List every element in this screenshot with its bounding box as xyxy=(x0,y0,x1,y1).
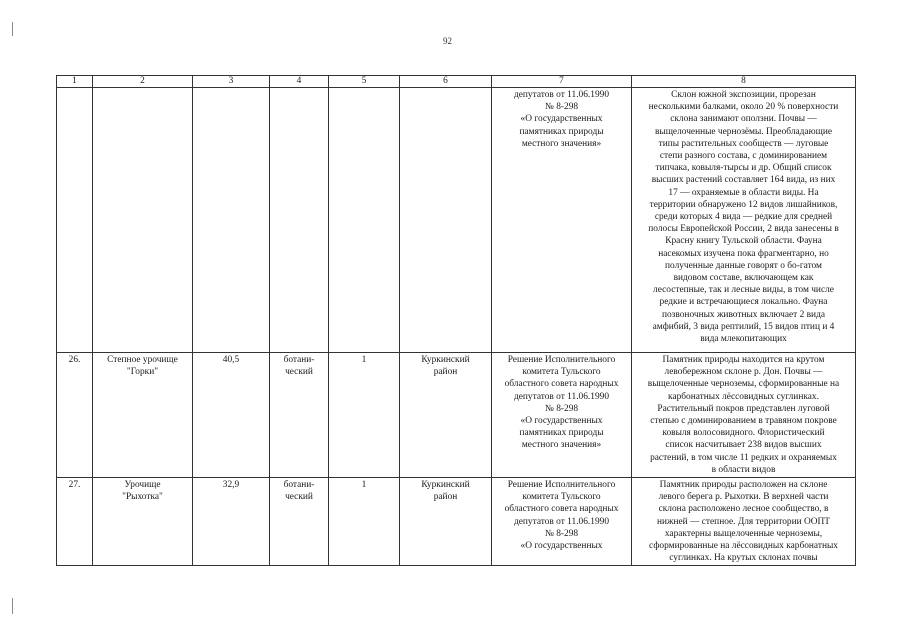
header-row xyxy=(57,76,856,88)
document-line: Решение Исполнительного xyxy=(507,480,616,491)
cell-district xyxy=(400,353,492,478)
document-line: депутатов от 11.06.1990 xyxy=(513,391,610,402)
description-line: степи разного состава, с доминированием xyxy=(659,151,828,162)
cell-document xyxy=(492,478,632,566)
page-number: 92 xyxy=(443,36,452,46)
description-line: территории обнаружено 12 видов лишайников, xyxy=(649,199,838,210)
document-line: комитета Тульского xyxy=(522,367,601,378)
description-line: суглинках. На крутых склонах почвы xyxy=(669,553,818,564)
document-line: № 8-298 xyxy=(544,403,579,414)
description-line: Склон южной экспозиции, прорезан xyxy=(671,90,816,100)
district-line: Куркинский xyxy=(421,480,470,491)
margin-mark xyxy=(12,598,13,614)
column-header: 1 xyxy=(57,76,93,88)
cell-number xyxy=(57,88,93,353)
name-line: "Горки" xyxy=(126,367,159,378)
description-line: растений, в том числе 11 редких и охраняемых xyxy=(650,452,837,463)
description-line: амфибий, 3 вида рептилий, 15 видов птиц и 4 xyxy=(652,321,835,332)
document-line: «О государственных xyxy=(520,416,603,427)
cell-profile xyxy=(270,478,329,566)
cell-area xyxy=(193,88,270,353)
name-line: "Рыхотка" xyxy=(122,492,163,503)
description-line: Памятник природы расположен на склоне xyxy=(659,480,828,491)
document-line: памятниках природы xyxy=(519,428,604,439)
column-header: 7 xyxy=(492,76,632,88)
description-line: типы растительных сообществ — луговые xyxy=(658,138,829,149)
description-line: насекомых изучена пока фрагментарно, но xyxy=(658,248,829,259)
document-line: «О государственных xyxy=(520,541,603,552)
cell-name xyxy=(93,478,193,566)
cell-district xyxy=(400,88,492,353)
description-line: Памятник природы находится на крутом xyxy=(662,355,825,365)
cell-description xyxy=(632,88,856,353)
description-line: полученные данные говорят о бо-гатом xyxy=(664,260,822,271)
table-row xyxy=(57,88,856,353)
description-line: полосы Европейской России, 2 вида занесены в xyxy=(648,224,839,235)
document-line: «О государственных xyxy=(520,114,603,125)
description-line: типчака, ковыля-тырсы и др. Общий список xyxy=(655,163,832,174)
description-line: нижней — степное. Для территории ООПТ xyxy=(656,516,831,527)
district-line: Куркинский xyxy=(421,355,470,365)
column-header: 2 xyxy=(93,76,193,88)
cell-name xyxy=(93,88,193,353)
table-row xyxy=(57,478,856,566)
description-line: видовом составе, включающем как xyxy=(673,273,814,284)
description-line: левого берега р. Рыхотки. В верхней части xyxy=(658,492,829,503)
cell-number: 26. xyxy=(57,353,93,478)
column-header: 4 xyxy=(270,76,329,88)
document-line: комитета Тульского xyxy=(522,492,601,503)
description-line: среди которых 4 вида — редкие для средней xyxy=(654,212,833,223)
document-line: областного совета народных xyxy=(504,504,619,515)
profile-line: ботани- xyxy=(283,355,315,365)
cell-name xyxy=(93,353,193,478)
cell-description xyxy=(632,478,856,566)
description-line: характерны выщелоченные черноземы, xyxy=(664,528,823,539)
description-line: левобережном склоне р. Дон. Почвы — xyxy=(664,367,823,378)
district-line: район xyxy=(433,492,458,503)
description-line: лесостепные, так и лесные виды, в том числе xyxy=(653,285,834,296)
document-line: местного значения» xyxy=(521,138,602,149)
name-line: Степное урочище xyxy=(107,355,178,365)
description-line: сформированные на лёссовидных карбонатных xyxy=(649,541,838,552)
document-line: областного совета народных xyxy=(504,379,619,390)
cell-number: 27. xyxy=(57,478,93,566)
district-line: район xyxy=(433,367,458,378)
description-line: выщелоченные чернозёмы. Преобладающие xyxy=(654,126,832,137)
cell-category xyxy=(329,88,400,353)
margin-mark xyxy=(12,22,13,36)
description-line: склона расположено лесное сообщество, в xyxy=(658,504,829,515)
description-line: склона занимают оползни. Почвы — xyxy=(670,114,817,125)
register-table xyxy=(56,75,856,566)
table-row xyxy=(57,353,856,478)
description-line: 17 — охраняемые в области виды. На xyxy=(668,187,819,198)
cell-description xyxy=(632,353,856,478)
description-line: ковыля волосовидного. Флористический xyxy=(662,428,825,439)
cell-category: 1 xyxy=(329,478,400,566)
document-line: № 8-298 xyxy=(544,102,579,113)
cell-area: 32,9 xyxy=(193,478,270,566)
profile-line: ческий xyxy=(285,367,313,378)
description-line: карбонатных лёссовидных суглинках. xyxy=(668,391,819,402)
document-line: памятниках природы xyxy=(519,126,604,137)
description-line: высших растений составляет 164 вида, из них xyxy=(651,175,836,186)
description-line: редкие и встречающиеся локально. Фауна xyxy=(659,297,828,308)
column-header: 8 xyxy=(632,76,856,88)
description-line: позвоночных животных включает 2 вида xyxy=(661,309,826,320)
name-line: Урочище xyxy=(124,480,161,491)
description-line: несколькими балками, около 20 % поверхности xyxy=(648,102,839,113)
column-header: 6 xyxy=(400,76,492,88)
column-header: 3 xyxy=(193,76,270,88)
profile-line: ческий xyxy=(285,492,313,503)
document-line: Решение Исполнительного xyxy=(507,355,616,365)
description-line: Красну книгу Тульской области. Фауна xyxy=(665,236,822,247)
cell-profile xyxy=(270,353,329,478)
description-line: в области видов xyxy=(711,464,776,475)
description-line: список насчитывает 238 видов высших xyxy=(665,440,822,451)
cell-area: 40,5 xyxy=(193,353,270,478)
description-line: степью с доминированием в травяном покрове xyxy=(650,416,837,427)
cell-document xyxy=(492,88,632,353)
description-line: выщелоченные черноземы, сформированные на xyxy=(647,379,840,390)
column-header: 5 xyxy=(329,76,400,88)
document-line: депутатов от 11.06.1990 xyxy=(513,516,610,527)
description-line: вида млекопитающих xyxy=(700,334,787,345)
cell-profile xyxy=(270,88,329,353)
profile-line: ботани- xyxy=(283,480,315,491)
cell-document xyxy=(492,353,632,478)
document-line: депутатов от 11.06.1990 xyxy=(513,90,610,100)
cell-category: 1 xyxy=(329,353,400,478)
document-line: № 8-298 xyxy=(544,528,579,539)
description-line: Растительный покров представлен луговой xyxy=(657,403,830,414)
document-line: местного значения» xyxy=(521,440,602,451)
cell-district xyxy=(400,478,492,566)
